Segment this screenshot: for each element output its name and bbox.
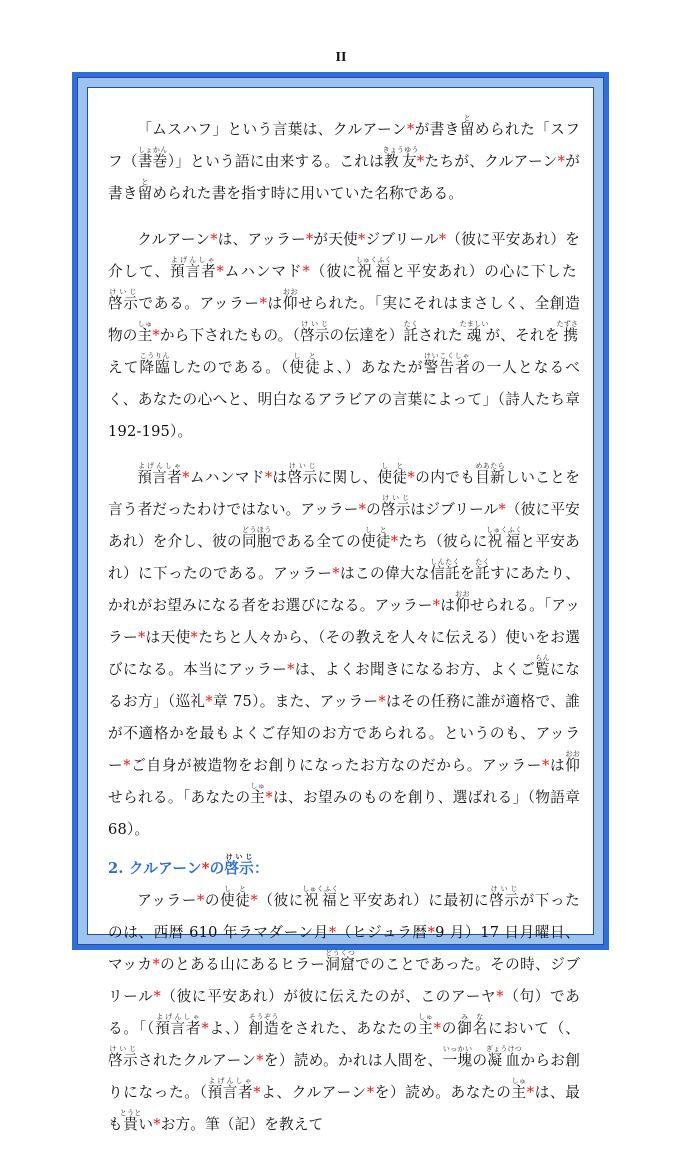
furigana: ぎょうけつ — [485, 1045, 522, 1053]
glossary-marker: * — [305, 231, 314, 248]
ruby-word: 啓示けいじ — [108, 1045, 138, 1069]
glossary-marker: * — [358, 501, 367, 518]
glossary-marker: * — [542, 757, 550, 774]
ruby-word: 凝血ぎょうけつ — [485, 1045, 522, 1069]
paragraph-first-revelation — [108, 885, 580, 1141]
furigana: よげんしゃ — [137, 462, 182, 470]
glossary-marker: * — [123, 757, 131, 774]
text-run: が下ったのは、西暦 610 年ラマダーン月 — [108, 892, 580, 941]
text-run: は — [549, 757, 566, 774]
ruby-word: 祝福しゅくふく — [486, 526, 523, 550]
glossary-marker: * — [378, 693, 386, 710]
furigana: どうほう — [241, 526, 272, 534]
glossary-marker: * — [496, 988, 504, 1005]
furigana: しと — [289, 352, 320, 360]
text-run: められた「スフフ（ — [108, 121, 581, 170]
text-run: は天使 — [145, 629, 191, 646]
text-run: ムハンマド — [189, 469, 265, 486]
text-run: を — [460, 565, 476, 582]
text-run: せられる。「あなたの — [108, 789, 251, 806]
text-run: の伝達を） — [329, 327, 404, 344]
text-run: （彼に平安あれ）を介して、 — [108, 231, 580, 280]
furigana: けいじ — [287, 462, 318, 470]
glossary-marker: * — [182, 469, 190, 486]
text-run: （彼に — [257, 892, 304, 909]
ruby-word: 主しゅ — [250, 782, 266, 806]
ruby-word: 啓示けいじ — [224, 852, 254, 877]
text-panel — [87, 87, 594, 1133]
glossary-marker: * — [557, 153, 566, 170]
text-run: 2. クルアーン — [108, 860, 202, 877]
glossary-marker: * — [201, 860, 210, 877]
ruby-word: 覧らん — [535, 654, 551, 678]
glossary-marker: * — [259, 295, 268, 312]
text-run: ： — [253, 860, 269, 877]
text-run: は — [272, 469, 288, 486]
ruby-word: 貴とうと — [119, 1109, 142, 1133]
text-run: からお創りになった。（ — [108, 1052, 580, 1101]
text-run: えて — [108, 359, 140, 376]
text-run: められた書を指す時に用いていた名称である。 — [152, 185, 464, 202]
ruby-word: 留と — [459, 114, 475, 138]
text-run: はその任務に誰が適格で、誰が不適格かを最もよくご存知のお方であられる。というのも、アッラー — [108, 693, 580, 774]
ruby-word: 啓示けいじ — [108, 288, 139, 312]
furigana: おお — [565, 750, 581, 758]
furigana: けいじ — [299, 320, 330, 328]
glossary-marker: * — [427, 924, 436, 941]
glossary-marker: * — [153, 1116, 161, 1133]
page-frame — [72, 72, 609, 1133]
text-run: されたクルアーン — [137, 1052, 257, 1069]
text-run: しいことを言う者だったわけではない。アッラー — [108, 469, 580, 518]
glossary-marker: * — [433, 1020, 442, 1037]
ruby-word: 仰おお — [455, 590, 470, 614]
furigana: めあたら — [475, 462, 506, 470]
text-run: アッラー — [137, 892, 197, 909]
text-run: （彼に平安あれ）を介し、彼の — [108, 501, 580, 550]
ruby-word: 使徒しと — [377, 462, 408, 486]
ruby-word: 祝福しゅくふく — [302, 885, 339, 909]
furigana: おお — [282, 288, 298, 296]
ruby-word: 留と — [137, 178, 153, 202]
furigana: しゅ — [250, 782, 266, 790]
furigana: しゅ — [511, 1077, 527, 1085]
glossary-marker: * — [196, 892, 205, 909]
furigana: けいじ — [489, 885, 520, 893]
furigana: しゅくふく — [355, 256, 392, 264]
ruby-word: 使徒しと — [361, 526, 391, 550]
text-run: において（、 — [488, 1020, 581, 1037]
ruby-word: 預言者よげんしゃ — [137, 462, 183, 486]
text-run: が書き — [414, 121, 460, 138]
ruby-word: 一塊いっかい — [442, 1045, 473, 1069]
furigana: しと — [220, 885, 251, 893]
furigana: しょかん — [137, 146, 168, 154]
text-run: である。アッラー — [138, 295, 260, 312]
ruby-word: 降臨こうりん — [139, 352, 171, 376]
glossary-marker: * — [407, 469, 416, 486]
furigana: けいじ — [108, 288, 139, 296]
ruby-word: 託たく — [475, 558, 491, 582]
furigana: しと — [377, 462, 408, 470]
text-run: お方。筆（記）を教えて — [160, 1116, 324, 1133]
furigana: けいじ — [108, 1045, 138, 1053]
ruby-word: 仰おお — [282, 288, 299, 312]
furigana: きょうゆう — [382, 146, 419, 154]
text-run: ご自身が被造物をお創りになったお方なのだから。アッラー — [130, 757, 542, 774]
furigana: しゅ — [418, 1013, 434, 1021]
furigana: けいじ — [224, 852, 254, 861]
glossary-marker: * — [253, 1084, 261, 1101]
furigana: みな — [457, 1013, 488, 1021]
text-run: は、よくお聞きになるお方、よくご — [294, 661, 536, 678]
text-run: の — [441, 1020, 458, 1037]
text-run: よ、） — [208, 1020, 249, 1037]
text-run: （句）である。「（ — [108, 988, 580, 1037]
ruby-word: 啓示けいじ — [489, 885, 520, 909]
ruby-word: 預言者よげんしゃ — [155, 1013, 202, 1037]
glossary-marker: * — [406, 121, 415, 138]
ruby-word: 託たく — [403, 320, 419, 344]
text-run: すにあたり、かれがお望みになる者をお選びになる。アッラー — [108, 565, 581, 614]
paragraph-quran-revelation — [108, 224, 580, 448]
ruby-word: 使徒しと — [289, 352, 321, 376]
furigana: と — [459, 114, 475, 122]
text-run: せられた。「実にそれはまさしく、全創造物の — [108, 295, 580, 344]
text-run: である全ての — [271, 533, 361, 550]
glossary-marker: * — [357, 231, 366, 248]
glossary-marker: * — [264, 469, 273, 486]
ruby-word: 啓示けいじ — [380, 494, 411, 518]
furigana: とうと — [119, 1109, 142, 1117]
ruby-word: 教友きょうゆう — [382, 146, 419, 170]
text-run: が、それを — [485, 327, 560, 344]
glossary-marker: * — [438, 231, 447, 248]
furigana: おお — [455, 590, 470, 598]
section-heading — [108, 852, 580, 885]
ruby-word: 預言者よげんしゃ — [169, 256, 217, 280]
text-run: 章 75）。また、アッラー — [212, 693, 379, 710]
furigana: たく — [475, 558, 490, 566]
text-run: たちと人々から、（その教えを人々に伝える）使いをお選びになる。本当にアッラー — [108, 629, 580, 678]
furigana: よげんしゃ — [155, 1013, 201, 1021]
furigana: たましい — [459, 320, 489, 328]
text-run: は、最も — [108, 1084, 581, 1133]
text-run: の — [366, 501, 381, 518]
glossary-marker: * — [137, 629, 146, 646]
ruby-word: 警告者けいこくしゃ — [423, 352, 471, 376]
text-run: よ、）あなたが — [320, 359, 424, 376]
glossary-marker: * — [526, 1084, 535, 1101]
ruby-word: 目新めあたら — [475, 462, 506, 486]
glossary-marker: * — [256, 1052, 264, 1069]
ruby-word: 仰おお — [565, 750, 581, 774]
ruby-word: 携たずさ — [556, 320, 579, 344]
text-run: の内でも — [415, 469, 476, 486]
furigana: よげんしゃ — [207, 1077, 253, 1085]
text-run: になるお方」（巡礼 — [108, 661, 580, 710]
ruby-word: 主しゅ — [418, 1013, 434, 1037]
furigana: けいじ — [380, 494, 411, 502]
glossary-marker: * — [152, 956, 160, 973]
furigana: しんたく — [430, 558, 460, 566]
text-run: たちが、クルアーン — [424, 153, 558, 170]
ruby-word: 信託しんたく — [430, 558, 461, 582]
text-run: はジブリール — [410, 501, 499, 518]
text-run: の — [472, 1052, 488, 1069]
ruby-word: 書巻しょかん — [137, 146, 168, 170]
ruby-word: 創造そうぞう — [248, 1013, 280, 1037]
glossary-marker: * — [390, 533, 399, 550]
text-run: が天使 — [313, 231, 358, 248]
glossary-marker: * — [201, 1020, 209, 1037]
text-run: と平安あれ）の心に下した — [390, 263, 577, 280]
ruby-word: 祝福しゅくふく — [355, 256, 392, 280]
text-run: クルアーン — [137, 231, 211, 248]
furigana: しゅ — [137, 320, 153, 328]
text-run: い — [138, 1116, 154, 1133]
glossary-marker: * — [287, 661, 295, 678]
furigana: たく — [403, 320, 419, 328]
glossary-marker: * — [416, 153, 425, 170]
body-text — [108, 114, 580, 1155]
ruby-word: 御名みな — [457, 1013, 489, 1037]
text-run: に関し、 — [317, 469, 378, 486]
frame-border — [77, 77, 604, 1133]
furigana: けいこくしゃ — [423, 352, 470, 360]
text-run: が書き — [108, 153, 581, 202]
ruby-word: 主しゅ — [137, 320, 153, 344]
glossary-marker: * — [250, 892, 258, 909]
ruby-word: 啓示けいじ — [287, 462, 318, 486]
ruby-word: 使徒しと — [220, 885, 251, 909]
text-run: と平安あれ）に下ったのである。アッラー — [108, 533, 580, 582]
glossary-marker: * — [210, 231, 218, 248]
text-run: 9 月）17 日月曜日、マッカ — [108, 924, 580, 973]
text-run: をされた、あなたの — [279, 1020, 419, 1037]
text-run: 「ムスハフ」という言葉は、クルアーン — [137, 121, 407, 138]
glossary-marker: * — [302, 263, 311, 280]
glossary-marker: * — [216, 263, 225, 280]
text-run: たち（彼らに — [398, 533, 488, 550]
glossary-marker: * — [152, 327, 160, 344]
text-run: は、アッラー — [217, 231, 306, 248]
furigana: よげんしゃ — [169, 256, 216, 264]
page-number: II — [335, 50, 347, 65]
text-run: の一人となるべく、あなたの心へと、明白なるアラビアの言葉によって」（詩人たち章 192-195）。 — [108, 359, 580, 440]
text-run: のとある山にあるヒラー — [159, 956, 326, 973]
glossary-marker: * — [153, 988, 161, 1005]
text-run: ジブリール — [365, 231, 439, 248]
text-run: （彼に — [310, 263, 358, 280]
ruby-word: 洞窟どうくつ — [325, 949, 356, 973]
paragraph-prophet-messenger — [108, 462, 580, 846]
text-run: の — [204, 892, 221, 909]
furigana: しゅくふく — [302, 885, 339, 893]
ruby-word: 預言者よげんしゃ — [207, 1077, 254, 1101]
ruby-word: 魂たましい — [459, 320, 489, 344]
text-run: と平安あれ）に最初に — [336, 892, 490, 909]
text-run: を）読め。あなたの — [374, 1084, 512, 1101]
paragraph-musshaf — [108, 114, 580, 210]
text-run: よ、クルアーン — [260, 1084, 367, 1101]
furigana: と — [137, 178, 153, 186]
furigana: いっかい — [442, 1045, 473, 1053]
ruby-word: 同胞どうほう — [241, 526, 272, 550]
text-run: でのことであった。その時、ジブリール — [108, 956, 580, 1005]
furigana: そうぞう — [248, 1013, 279, 1021]
glossary-marker: * — [265, 789, 273, 806]
furigana: しと — [361, 526, 391, 534]
glossary-marker: * — [498, 501, 506, 518]
text-run: は — [267, 295, 283, 312]
ruby-word: 主しゅ — [511, 1077, 527, 1101]
glossary-marker: * — [366, 1084, 375, 1101]
furigana: どうくつ — [325, 949, 356, 957]
glossary-marker: * — [205, 693, 213, 710]
glossary-marker: * — [432, 597, 441, 614]
text-run: せられる。「アッラー — [108, 597, 580, 646]
glossary-marker: * — [190, 629, 199, 646]
text-run: （ヒジュラ暦 — [336, 924, 428, 941]
text-run: ）」という語に由来する。これは — [167, 153, 385, 170]
glossary-marker: * — [328, 924, 337, 941]
furigana: らん — [535, 654, 550, 662]
text-run: したのである。（ — [170, 359, 290, 376]
text-run: の — [209, 860, 225, 877]
ruby-word: 啓示けいじ — [299, 320, 330, 344]
text-run: は — [440, 597, 456, 614]
text-run: はこの偉大な — [339, 565, 431, 582]
text-run: を）読め。かれは人間を、 — [263, 1052, 443, 1069]
text-run: から下されたもの。（ — [159, 327, 300, 344]
glossary-marker: * — [332, 565, 340, 582]
text-run: ムハンマド — [224, 263, 303, 280]
furigana: こうりん — [139, 352, 170, 360]
furigana: しゅくふく — [486, 526, 523, 534]
furigana: たずさ — [556, 320, 579, 328]
text-run: は、お望みのものを創り、選ばれる」（物語章 68）。 — [108, 789, 581, 838]
text-run: された — [418, 327, 463, 344]
text-run: （彼に平安あれ）が彼に伝えたのが、このアーヤ — [160, 988, 497, 1005]
